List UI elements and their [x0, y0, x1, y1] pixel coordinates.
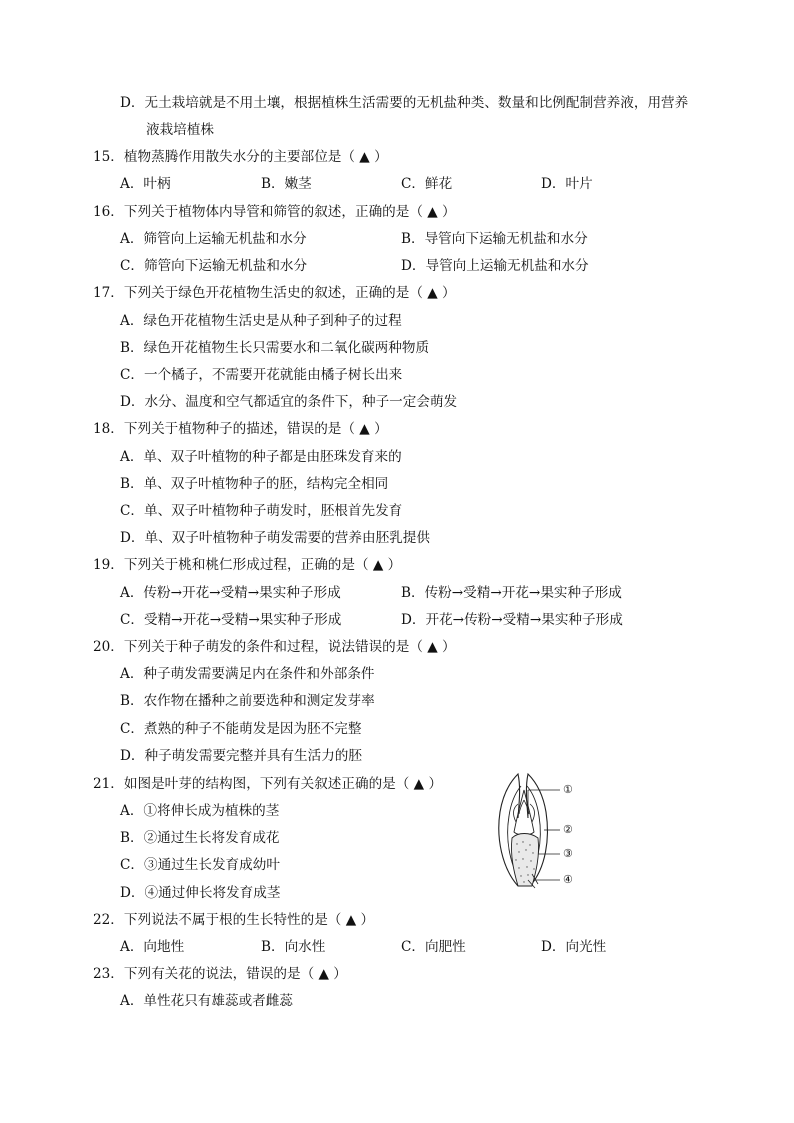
question-23-option-a: A．单性花只有雄蕊或者雌蕊 [120, 993, 293, 1009]
question-16-option-b: B．导管向下运输无机盐和水分 [401, 231, 588, 247]
callout-label-3: ③ [563, 847, 573, 860]
question-18-option-a: A．单、双子叶植物的种子都是由胚珠发育来的 [120, 449, 402, 465]
question-18-option-b: B．单、双子叶植物种子的胚，结构完全相同 [120, 476, 389, 492]
question-17-option-a: A．绿色开花植物生活史是从种子到种子的过程 [120, 313, 402, 329]
question-18-stem: 18．下列关于植物种子的描述，错误的是（ ▲ ） [93, 421, 388, 437]
question-22-option-a: A．向地性 [120, 939, 185, 955]
question-23-stem: 23．下列有关花的说法，错误的是（ ▲ ） [93, 966, 347, 982]
question-20-stem: 20．下列关于种子萌发的条件和过程，说法错误的是（ ▲ ） [93, 639, 456, 655]
question-20-option-d: D．种子萌发需要完整并具有生活力的胚 [120, 748, 362, 764]
question-16-stem: 16．下列关于植物体内导管和筛管的叙述，正确的是（ ▲ ） [93, 204, 456, 220]
question-19-option-b: B．传粉→受精→开花→果实种子形成 [401, 585, 622, 601]
question-17-option-c: C．一个橘子，不需要开花就能由橘子树长出来 [120, 367, 403, 383]
question-20-option-c: C．煮熟的种子不能萌发是因为胚不完整 [120, 721, 362, 737]
question-17-option-d: D．水分、温度和空气都适宜的条件下，种子一定会萌发 [120, 394, 458, 410]
question-19-stem: 19．下列关于桃和桃仁形成过程，正确的是（ ▲ ） [93, 557, 402, 573]
question-19-option-d: D．开花→传粉→受精→果实种子形成 [401, 612, 623, 628]
question-16-option-d: D．导管向上运输无机盐和水分 [401, 258, 589, 274]
callout-label-1: ① [563, 783, 573, 796]
question-15-stem: 15．植物蒸腾作用散失水分的主要部位是（ ▲ ） [93, 149, 388, 165]
question-15-option-d: D．叶片 [541, 176, 593, 192]
callout-label-4: ④ [563, 873, 573, 886]
question-20-option-a: A．种子萌发需要满足内在条件和外部条件 [120, 666, 375, 682]
question-17-stem: 17．下列关于绿色开花植物生活史的叙述，正确的是（ ▲ ） [93, 285, 456, 301]
question-17-option-b: B．绿色开花植物生长只需要水和二氧化碳两种物质 [120, 340, 430, 356]
question-20-option-b: B．农作物在播种之前要选种和测定发芽率 [120, 693, 375, 709]
question-19-option-a: A．传粉→开花→受精→果实种子形成 [120, 585, 341, 601]
question-22-stem: 22．下列说法不属于根的生长特性的是（ ▲ ） [93, 912, 375, 928]
question-18-option-d: D．单、双子叶植物种子萌发需要的营养由胚乳提供 [120, 530, 430, 546]
question-21-option-d: D．④通过伸长将发育成茎 [120, 885, 281, 901]
question-21-option-c: C．③通过生长发育成幼叶 [120, 857, 280, 873]
intro-option-d-line1: D．无土栽培就是不用土壤，根据植株生活需要的无机盐种类、数量和比例配制营养液，用营养 [120, 95, 689, 111]
question-21-option-b: B．②通过生长将发育成花 [120, 830, 280, 846]
intro-option-d-line2: 液栽培植株 [146, 122, 214, 138]
question-15-option-c: C．鲜花 [401, 176, 453, 192]
question-21-stem: 21．如图是叶芽的结构图，下列有关叙述正确的是（ ▲ ） [93, 776, 443, 792]
question-21-option-a: A．①将伸长成为植株的茎 [120, 803, 280, 819]
question-22-option-c: C．向肥性 [401, 939, 466, 955]
question-16-option-c: C．筛管向下运输无机盐和水分 [120, 258, 308, 274]
callout-label-2: ② [563, 823, 573, 836]
leaf-bud-structure-figure [488, 772, 578, 890]
question-18-option-c: C．单、双子叶植物种子萌发时，胚根首先发育 [120, 503, 403, 519]
question-22-option-d: D．向光性 [541, 939, 607, 955]
question-19-option-c: C．受精→开花→受精→果实种子形成 [120, 612, 342, 628]
question-15-option-b: B．嫩茎 [261, 176, 312, 192]
growing-point [514, 790, 534, 835]
question-22-option-b: B．向水性 [261, 939, 326, 955]
question-16-option-a: A．筛管向上运输无机盐和水分 [120, 231, 307, 247]
question-15-option-a: A．叶柄 [120, 176, 171, 192]
